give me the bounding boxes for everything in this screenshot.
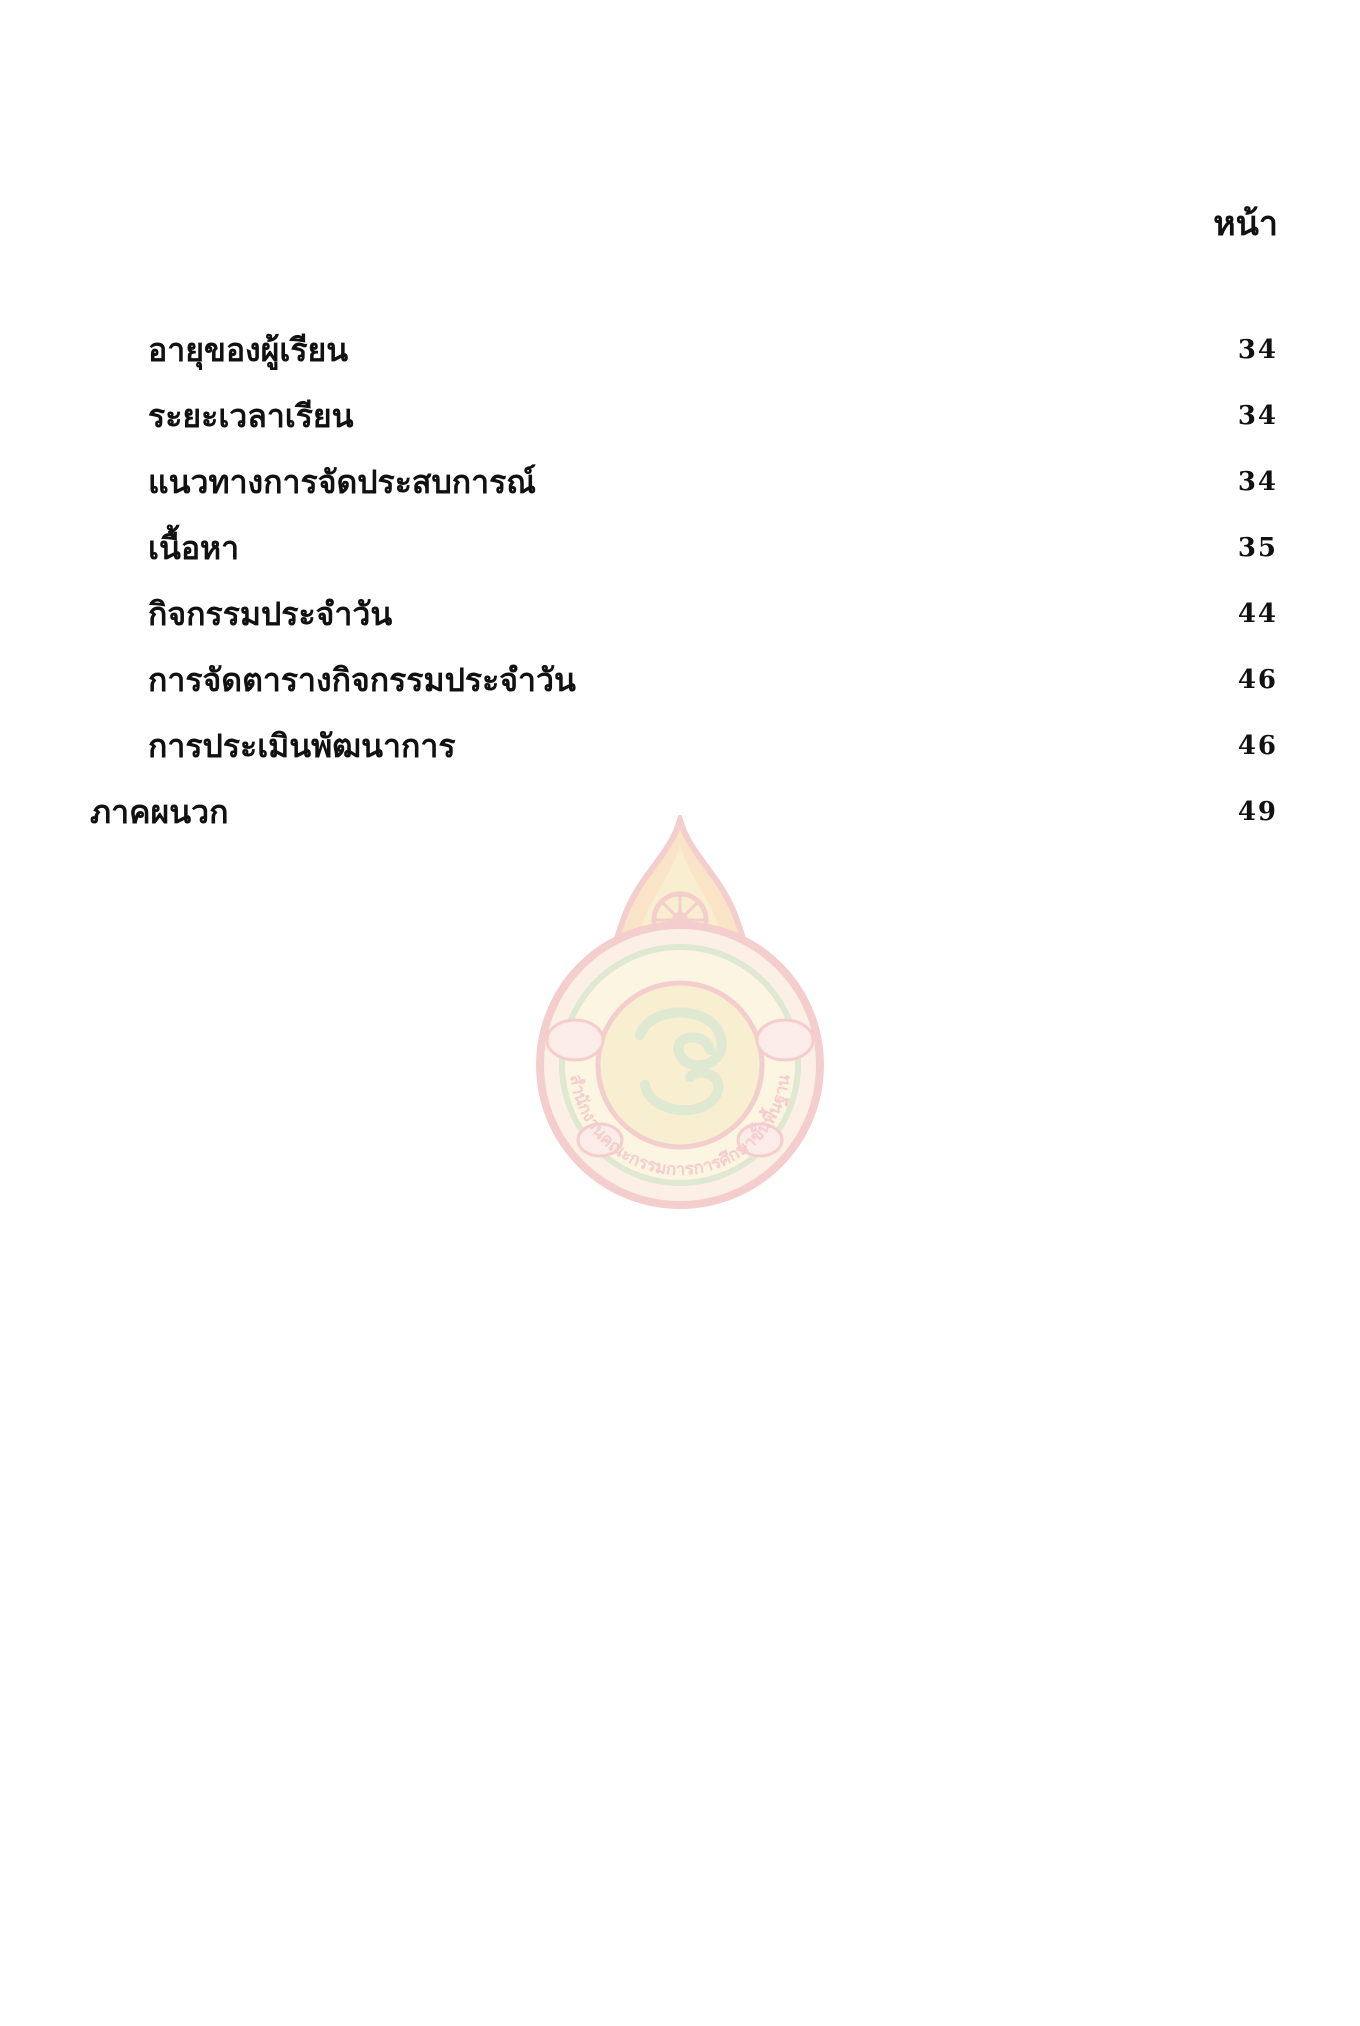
toc-entry xyxy=(0,589,1360,639)
seal-watermark-icon xyxy=(530,815,830,1215)
toc-entry-page: 46 xyxy=(1237,731,1278,761)
toc-entry-page: 46 xyxy=(1237,665,1278,695)
toc-entry xyxy=(0,721,1360,771)
toc-entry-label: เนื้อหา xyxy=(148,529,240,567)
toc-entry-label: แนวทางการจัดประสบการณ์ xyxy=(148,463,536,501)
toc-entry-label: ภาคผนวก xyxy=(90,793,229,831)
toc-entry-label: กิจกรรมประจำวัน xyxy=(148,595,393,633)
toc-entry-page: 35 xyxy=(1237,533,1278,563)
toc-entry-page: 44 xyxy=(1237,599,1278,629)
toc-entry xyxy=(0,391,1360,441)
seal-ring-text: สำนักงานคณะกรรมการการศึกษาขั้นพื้นฐาน xyxy=(565,1072,795,1180)
toc-entry-label: ระยะเวลาเรียน xyxy=(148,397,354,435)
toc-entry xyxy=(0,325,1360,375)
toc-entry xyxy=(0,523,1360,573)
toc-entry-page: 34 xyxy=(1237,335,1278,365)
toc-entry-page: 34 xyxy=(1237,401,1278,431)
toc-entry-label: อายุของผู้เรียน xyxy=(148,331,349,369)
toc-entry xyxy=(0,655,1360,705)
toc-entry-label: การจัดตารางกิจกรรมประจำวัน xyxy=(148,661,576,699)
toc-entry-page: 34 xyxy=(1237,467,1278,497)
toc-entry-page: 49 xyxy=(1237,797,1278,827)
toc-entry-label: การประเมินพัฒนาการ xyxy=(148,727,456,765)
toc-entry xyxy=(0,457,1360,507)
page-column-heading: หน้า xyxy=(1213,204,1278,244)
